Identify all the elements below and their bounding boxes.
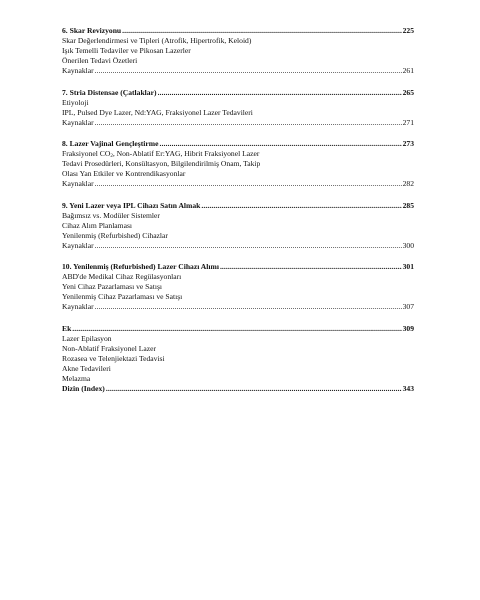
references-label: Kaynaklar — [62, 240, 94, 250]
toc-subitem: Bağımsız vs. Modüler Sistemler — [62, 210, 160, 220]
toc-subitem: Yeni Cihaz Pazarlaması ve Satışı — [62, 282, 163, 291]
appendix-title: Ek — [62, 323, 72, 333]
toc-subitem: Lazer Epilasyon — [62, 333, 112, 343]
chapter-heading-row[interactable] — [62, 262, 414, 272]
toc-section-9 — [62, 201, 414, 251]
references-page-number: 282 — [402, 179, 414, 188]
co2-suffix: , Non-Ablatif Er:YAG, Hibrit Fraksiyonel Lazer — [112, 149, 260, 158]
chapter-page-number: 225 — [402, 26, 414, 35]
references-page-number: 307 — [402, 302, 414, 311]
references-page-number: 271 — [402, 117, 414, 127]
references-label: Kaynaklar — [62, 179, 94, 188]
references-label: Kaynaklar — [62, 66, 94, 75]
references-row[interactable] — [62, 302, 414, 312]
chapter-heading-row[interactable] — [62, 88, 414, 98]
toc-subitem: Tedavi Prosedürleri, Konsültasyon, Bilgilendirilmiş Onam, Takip — [62, 159, 261, 168]
chapter-title: 8. Lazer Vajinal Gençleştirme — [62, 139, 159, 148]
toc-subitem: Non-Ablatif Fraksiyonel Lazer — [62, 343, 157, 353]
co2-prefix: Fraksiyonel CO — [62, 149, 111, 158]
references-page-number: 300 — [402, 240, 414, 250]
dot-leader — [201, 201, 401, 211]
index-label: Dizin (Index) — [62, 383, 105, 393]
toc-section-appendix — [62, 324, 414, 394]
toc-subitem: Etiyoloji — [62, 97, 89, 107]
chapter-title: 9. Yeni Lazer veya IPL Cihazı Satın Almak — [62, 200, 201, 210]
chapter-page-number: 301 — [402, 262, 414, 271]
references-page-number: 261 — [402, 66, 414, 75]
toc-subitem: Akne Tedavileri — [62, 363, 111, 373]
toc-subitem: IPL, Pulsed Dye Lazer, Nd:YAG, Fraksiyonel Lazer Tedavileri — [62, 107, 253, 117]
dot-leader — [95, 66, 402, 76]
dot-leader — [158, 88, 402, 98]
toc-section-10 — [62, 262, 414, 312]
toc-section-6 — [62, 26, 414, 76]
toc-subitem: ABD'de Medikal Cihaz Regülasyonları — [62, 272, 182, 281]
toc-section-8 — [62, 139, 414, 189]
index-page-number: 343 — [402, 383, 414, 393]
chapter-heading-row[interactable] — [62, 201, 414, 211]
references-label: Kaynaklar — [62, 302, 94, 311]
toc-subitem: Cihaz Alım Planlaması — [62, 220, 133, 230]
co2-subscript: 2 — [110, 154, 113, 159]
references-row[interactable] — [62, 118, 414, 128]
dot-leader — [95, 241, 402, 251]
toc-subitem: Skar Değerlendirmesi ve Tipleri (Atrofik, Hipertrofik, Keloid) — [62, 36, 252, 45]
toc-subitem: Olası Yan Etkiler ve Kontrendikasyonlar — [62, 169, 186, 178]
dot-leader — [95, 302, 402, 312]
dot-leader — [220, 262, 402, 272]
chapter-heading-row[interactable] — [62, 139, 414, 149]
index-row[interactable] — [62, 384, 414, 394]
dot-leader — [72, 324, 401, 334]
chapter-heading-row[interactable] — [62, 26, 414, 36]
dot-leader — [95, 118, 402, 128]
dot-leader — [95, 179, 402, 189]
toc-subitem: Rozasea ve Telenjiektazi Tedavisi — [62, 353, 165, 363]
references-label: Kaynaklar — [62, 117, 94, 127]
toc-subitem: Işık Temelli Tedaviler ve Pikosan Lazerler — [62, 46, 191, 55]
dot-leader — [122, 26, 401, 36]
toc-subitem: Melazma — [62, 373, 91, 383]
table-of-contents — [62, 26, 414, 405]
toc-subitem: Önerilen Tedavi Özetleri — [62, 56, 138, 65]
references-row[interactable] — [62, 66, 414, 76]
references-row[interactable] — [62, 179, 414, 189]
dot-leader — [159, 139, 401, 149]
chapter-title: 10. Yenilenmiş (Refurbished) Lazer Cihazı Alımı — [62, 262, 219, 271]
chapter-title: 7. Stria Distensae (Çatlaklar) — [62, 87, 157, 97]
references-row[interactable] — [62, 241, 414, 251]
chapter-page-number: 273 — [402, 139, 414, 148]
appendix-page-number: 309 — [402, 323, 414, 333]
toc-section-7 — [62, 88, 414, 128]
chapter-page-number: 265 — [402, 87, 414, 97]
appendix-heading-row[interactable] — [62, 324, 414, 334]
toc-subitem: Yenilenmiş Cihaz Pazarlaması ve Satışı — [62, 292, 183, 301]
dot-leader — [106, 384, 402, 394]
toc-subitem-co2 — [62, 149, 414, 159]
chapter-title: 6. Skar Revizyonu — [62, 26, 122, 35]
chapter-page-number: 285 — [402, 200, 414, 210]
toc-subitem: Yenilenmiş (Refurbished) Cihazlar — [62, 230, 168, 240]
